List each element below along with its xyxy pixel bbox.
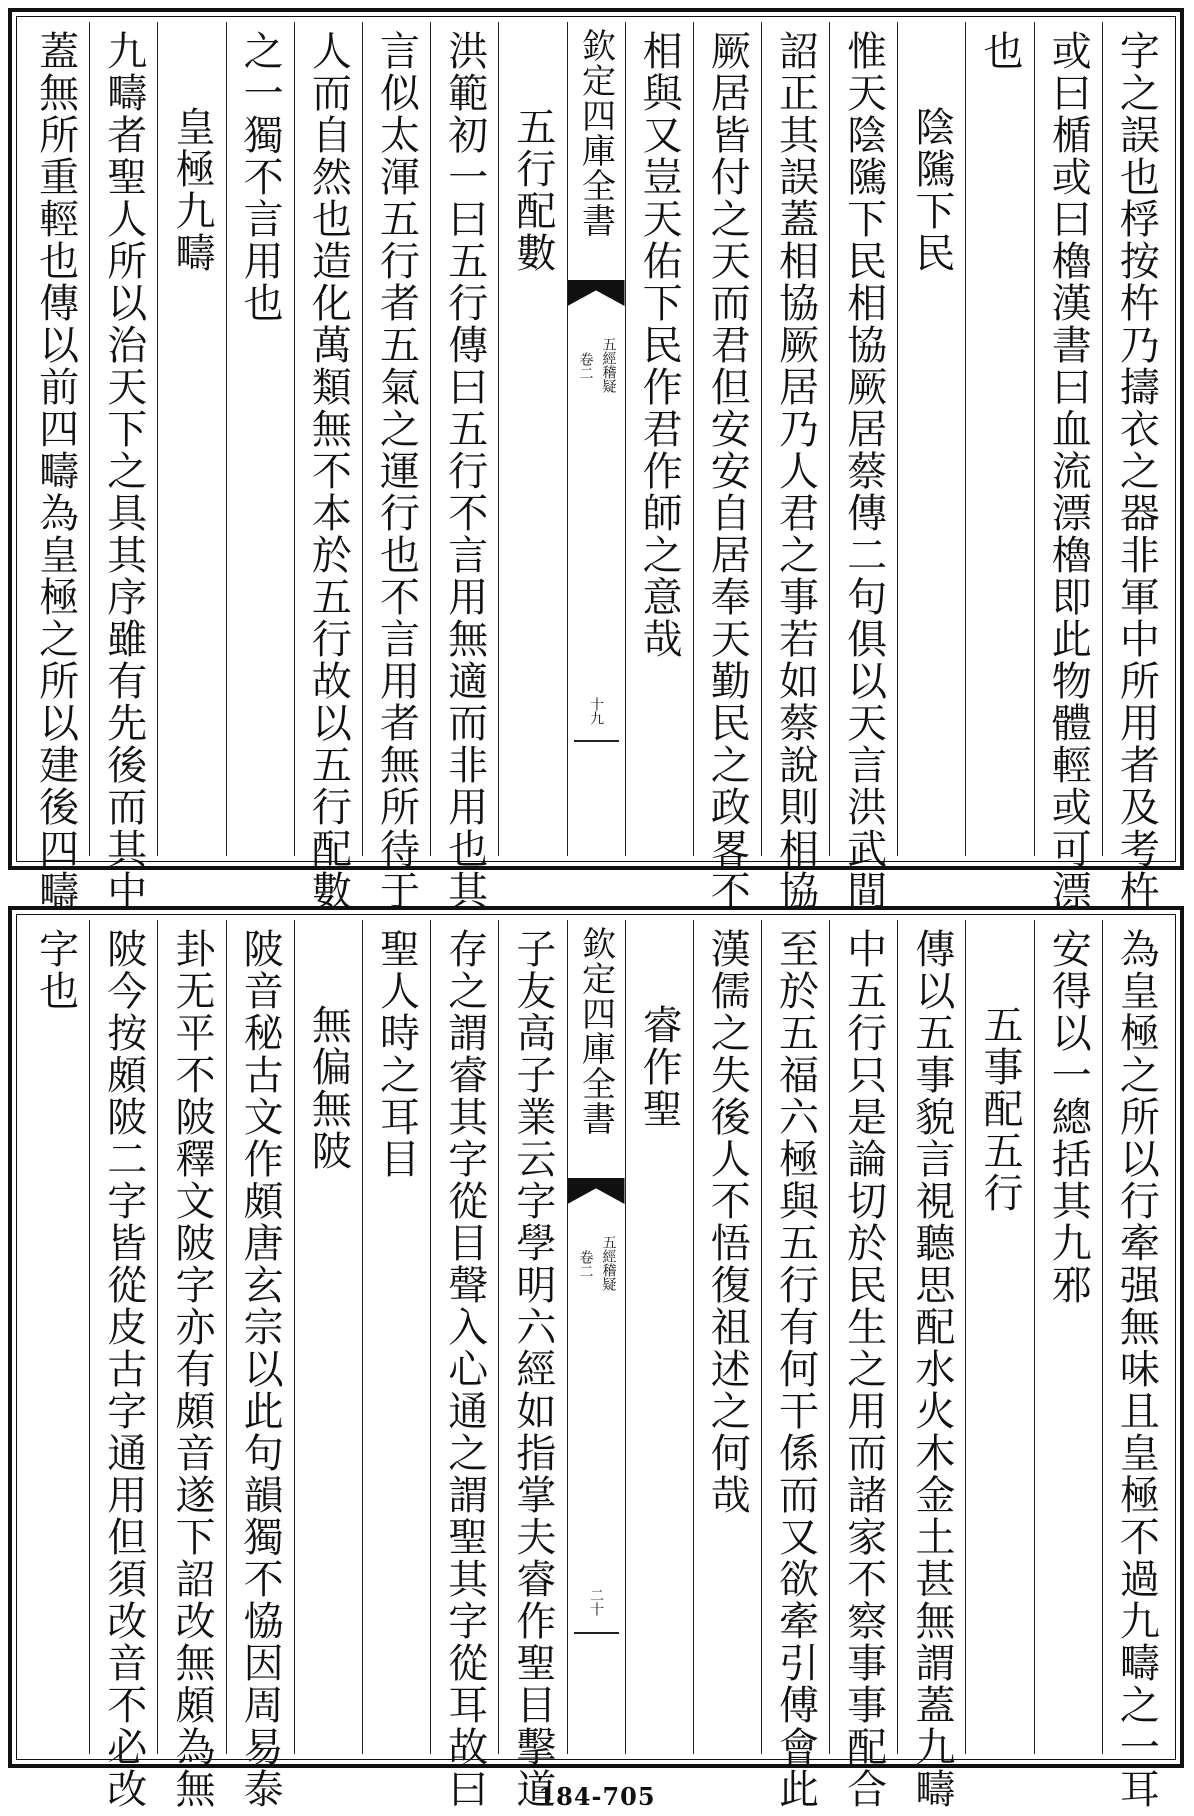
gutter-folio: 十九 (588, 697, 604, 725)
center-gutter (567, 920, 625, 1754)
heading-column (625, 920, 693, 1754)
column-text: 也 (977, 30, 1024, 72)
heading-column (294, 920, 362, 1754)
top-page-columns (22, 22, 1170, 912)
column-text: 子友高子業云字學明六經如指掌夫睿作聖目擊道 (509, 928, 556, 1810)
text-column (294, 22, 362, 912)
heading-column (157, 22, 225, 856)
heading-column (965, 920, 1033, 1754)
section-heading: 五行配數 (509, 106, 556, 274)
center-gutter (567, 22, 625, 856)
text-column (157, 920, 225, 1810)
column-text: 蓋無所重輕也傳以前四疇為皇極之所以建後四疇 (32, 30, 79, 912)
column-text: 相與又豈天佑下民作君作師之意哉 (636, 30, 683, 660)
text-column (362, 920, 430, 1754)
column-text: 人而自然也造化萬類無不本於五行故以五行配數 (305, 30, 352, 912)
column-text: 漢儒之失後人不悟復祖述之何哉 (704, 928, 751, 1516)
text-column (693, 22, 761, 912)
column-text: 傳以五事貌言視聽思配水火木金土甚無謂蓋九疇 (908, 928, 955, 1810)
text-column (1102, 920, 1170, 1810)
text-column (22, 920, 89, 1754)
section-heading: 陰隲下民 (908, 106, 955, 274)
column-text: 或曰楯或曰櫓漢書曰血流漂櫓即此物體輕或可漂 (1045, 30, 1092, 912)
column-text: 言似太渾五行者五氣之運行也不言用者無所待于 (373, 30, 420, 912)
text-column (1034, 22, 1102, 912)
column-text: 聖人時之耳目 (373, 928, 420, 1180)
column-text: 中五行只是論切於民生之用而諸家不察事事配合 (840, 928, 887, 1810)
text-column (897, 920, 965, 1810)
column-text: 陂音秘古文作頗唐玄宗以此句韻獨不恊因周易泰 (237, 928, 284, 1810)
text-column (89, 920, 157, 1810)
text-column (498, 920, 566, 1810)
text-column (761, 920, 829, 1810)
folio-rule (574, 740, 619, 742)
top-page-frame (8, 8, 1184, 912)
column-text: 詔正其誤蓋相協厥居乃人君之事若如蔡說則相協 (772, 30, 819, 912)
text-column (1034, 920, 1102, 1754)
text-column (965, 22, 1033, 856)
column-text: 字之誤也桴按杵乃擣衣之器非軍中所用者及考杵 (1113, 30, 1160, 912)
section-heading: 無偏無陂 (305, 1004, 352, 1172)
column-text: 存之謂睿其字從目聲入心通之謂聖其字從耳故曰 (441, 928, 488, 1810)
text-column (89, 22, 157, 912)
text-column (829, 920, 897, 1810)
text-column (693, 920, 761, 1754)
text-column (625, 22, 693, 856)
heading-column (498, 22, 566, 856)
section-heading: 睿作聖 (636, 1004, 683, 1130)
text-column (1102, 22, 1170, 912)
text-column (430, 920, 498, 1810)
fish-tail-mark (568, 280, 625, 306)
column-text: 字也 (32, 928, 79, 1012)
column-text: 之一獨不言用也 (237, 30, 284, 324)
section-heading: 皇極九疇 (168, 106, 215, 274)
page-number: 184-705 (538, 1782, 656, 1811)
text-column (430, 22, 498, 912)
text-column (226, 920, 294, 1810)
column-text: 卦无平不陂釋文陂字亦有頗音遂下詔改無頗為無 (168, 928, 215, 1810)
column-text: 九疇者聖人所以治天下之具其序雖有先後而其中 (100, 30, 147, 912)
gutter-title: 欽定四庫全書 (575, 28, 616, 238)
column-text: 為皇極之所以行牽强無味且皇極不過九疇之一耳 (1113, 928, 1160, 1810)
gutter-title: 欽定四庫全書 (575, 926, 616, 1136)
column-text: 洪範初一曰五行傳曰五行不言用無適而非用也其 (441, 30, 488, 912)
text-column (226, 22, 294, 856)
column-text: 至於五福六極與五行有何干係而又欲牽引傅會此 (772, 928, 819, 1810)
column-text: 厥居皆付之天而君但安安自居奉天勤民之政畧不 (704, 30, 751, 912)
text-column (829, 22, 897, 912)
gutter-juan: 卷二 (577, 352, 594, 380)
gutter-book-title: 五經稽疑 (600, 1235, 617, 1291)
column-text: 安得以一總括其九邪 (1045, 928, 1092, 1306)
text-column (761, 22, 829, 912)
gutter-juan: 卷二 (577, 1250, 594, 1278)
column-text: 陂今按頗陂二字皆從皮古字通用但須改音不必改 (100, 928, 147, 1810)
text-column (22, 22, 89, 912)
section-heading: 五事配五行 (977, 1004, 1024, 1214)
folio-rule (574, 1632, 619, 1634)
heading-column (897, 22, 965, 856)
text-column (362, 22, 430, 912)
column-text: 惟天陰隲下民相協厥居蔡傳二句俱以天言洪武間 (840, 30, 887, 912)
gutter-book-title: 五經稽疑 (600, 337, 617, 393)
fish-tail-mark (568, 1178, 625, 1204)
gutter-folio: 二十 (588, 1588, 604, 1616)
